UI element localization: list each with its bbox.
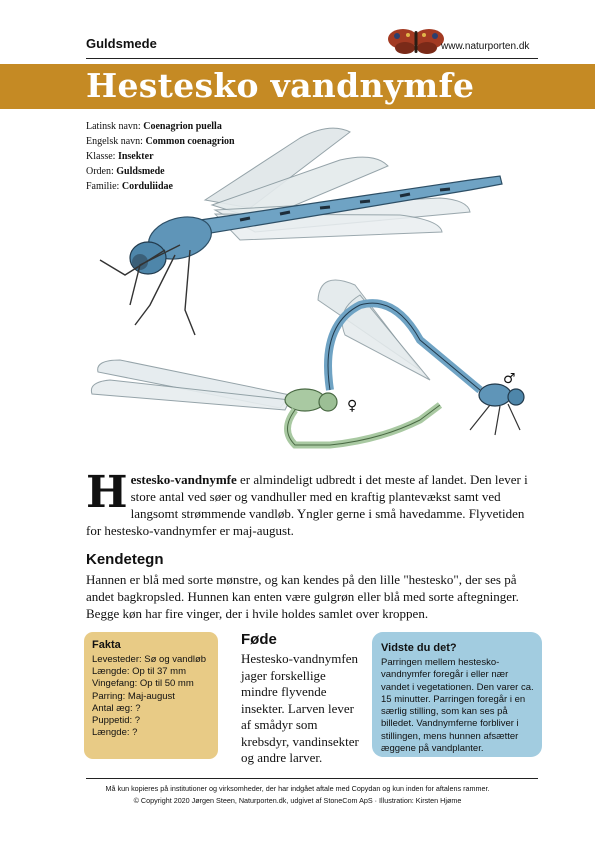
fakta-title: Fakta	[92, 639, 121, 651]
info-row: Familie: Corduliidae	[86, 181, 173, 192]
fakta-item: Længde: ?	[92, 727, 138, 739]
fakta-item: Vingefang: Op til 50 mm	[92, 678, 194, 690]
footer-copyright: © Copyright 2020 Jørgen Steen, Naturporten.dk, udgivet af StoneCom ApS · Illustration: Kirsten Hjøme	[133, 796, 462, 805]
vidste-title: Vidste du det?	[381, 642, 457, 654]
info-row: Klasse: Insekter	[86, 151, 154, 162]
fakta-item: Puppetid: ?	[92, 715, 141, 727]
vidste-box	[372, 632, 542, 757]
butterfly-icon	[386, 26, 446, 56]
female-symbol: ♀	[347, 398, 358, 414]
page-title: Hestesko vandnymfe	[86, 66, 475, 105]
vidste-text: Parringen mellem hestesko-vandnymfer foregår i eller nær vandet i vegetationen. Den varer ca. 15 minutter. Parringen foregår i en særlig stilling, som kan ses på billedet. Vandnymferne forbliver i stillingen, mens hunnen afsætter æggene på vandplanter.	[381, 657, 534, 755]
category-label: Guldsmede	[86, 36, 157, 51]
drop-cap: H	[86, 467, 128, 518]
header-divider	[86, 58, 538, 59]
intro-bold: estesko-vandnymfe	[130, 472, 237, 487]
intro-text: er almindeligt udbredt i det meste af landet. Den lever i store antal ved søer og vandhuller med en kraftig plantevækst samt ved langsomt strømmende vandløb. Yngler gerne i små havedamme. Flyvetiden for hestesko-vandnymfer er maj-august.	[86, 472, 528, 538]
fakta-item: Parring: Maj-august	[92, 690, 175, 702]
damselfly-illustration	[0, 110, 595, 460]
site-url: www.naturporten.dk	[441, 41, 530, 52]
kendetegn-heading: Kendetegn	[86, 551, 164, 568]
fakta-list	[92, 654, 206, 739]
intro-paragraph	[86, 467, 540, 539]
info-row: Orden: Guldsmede	[86, 166, 165, 177]
male-symbol: ♂	[503, 371, 516, 387]
fakta-item: Længde: Op til 37 mm	[92, 666, 186, 678]
fakta-box	[84, 632, 218, 759]
info-row: Latinsk navn: Coenagrion puella	[86, 121, 222, 132]
fakta-item: Antal æg: ?	[92, 702, 141, 714]
footer-license: Må kun kopieres på institutioner og virksomheder, der har indgået aftale med Copydan og kun inden for aftalens rammer.	[105, 784, 490, 793]
mating-pair	[91, 280, 524, 445]
fode-heading: Føde	[241, 631, 277, 648]
fakta-item: Levesteder: Sø og vandløb	[92, 654, 207, 665]
fode-text: Hestesko-vandnymfen jager forskellige mindre flyvende insekter. Larven lever af smådyr som krebsdyr, vandinsekter og andre larver.	[241, 651, 359, 765]
male-damselfly-top	[100, 128, 502, 335]
kendetegn-text: Hannen er blå med sorte mønstre, og kan kendes på den lille "hestesko", der ses på andet bagkropsled. Hunnen kan enten være gulgrøn eller blå med sorte aftegninger. Begge køn har fire vinger, der i hvile holdes samlet over kroppen.	[86, 572, 519, 621]
footer-divider	[86, 778, 538, 779]
info-row: Engelsk navn: Common coenagrion	[86, 136, 235, 147]
